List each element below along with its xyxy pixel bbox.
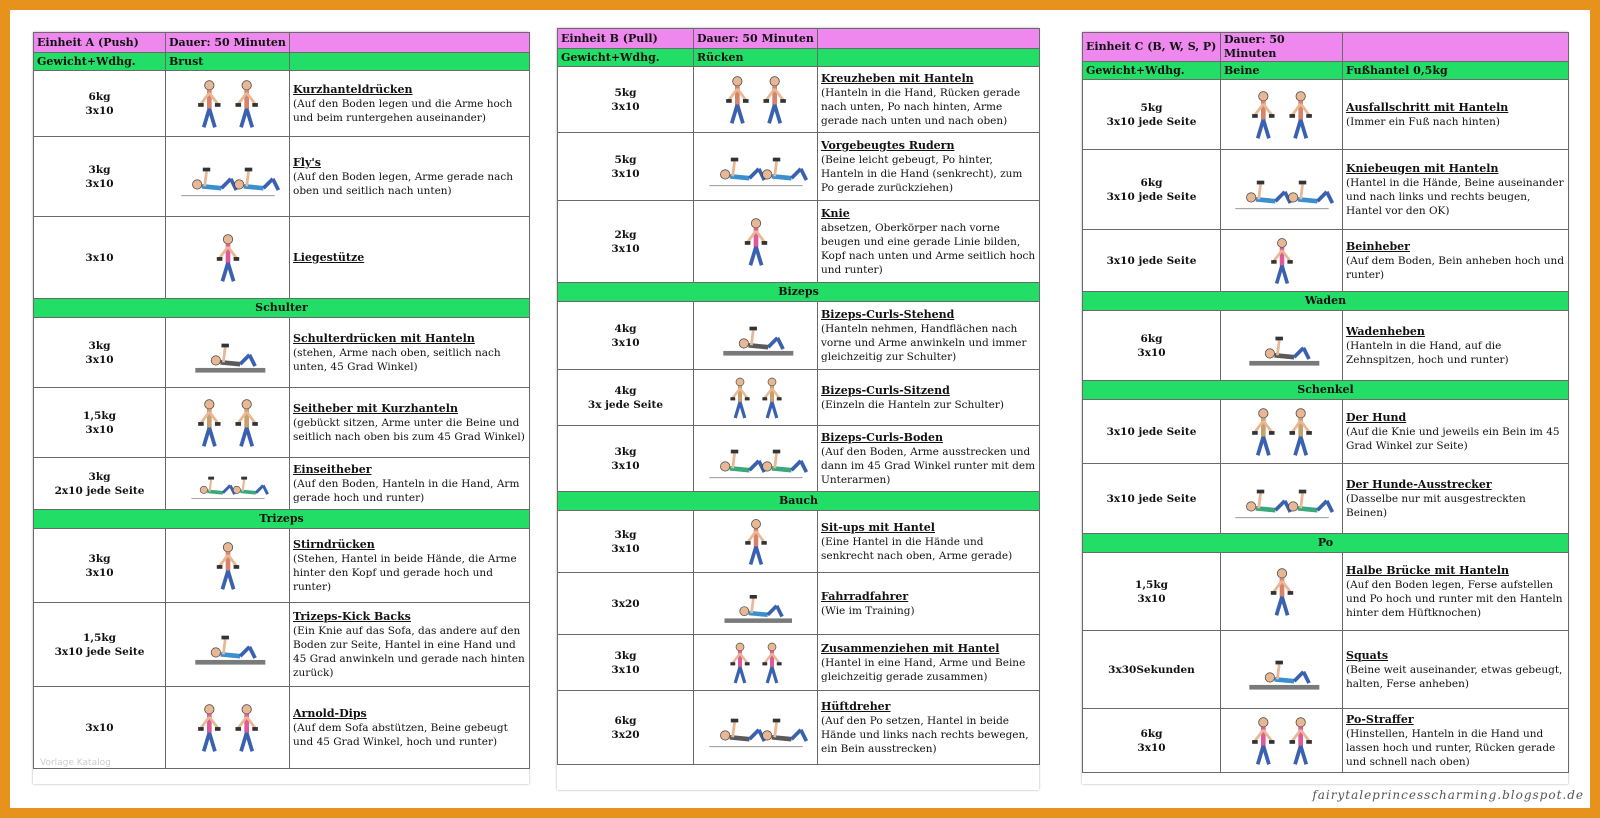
illustration-cell <box>694 201 818 283</box>
blog-credit: fairytaleprincesscharming.blogspot.de <box>1312 788 1584 802</box>
reps-cell: 3kg 3x10 <box>558 511 694 573</box>
illustration-cell <box>1221 230 1343 292</box>
reps-cell: 3x10 <box>34 217 166 299</box>
exercise-illustration-icon <box>700 306 812 366</box>
exercise-title: Fahrradfahrer <box>821 589 909 603</box>
exercise-description: (Eine Hantel in die Hände und senkrecht nach oben, Arme gerade) <box>821 535 1013 562</box>
exercise-description-cell <box>290 529 530 603</box>
exercise-description: (Hinstellen, Hanteln in die Hand und lassen hoch und runter, Rücken gerade und schnell nach oben) <box>1346 727 1556 768</box>
section-label: Bauch <box>558 492 1040 511</box>
illustration-cell <box>166 71 290 137</box>
exercise-row <box>34 137 530 217</box>
reps-cell: 3x10 jede Seite <box>1083 464 1221 534</box>
exercise-description-cell <box>818 573 1040 635</box>
exercise-title: Squats <box>1346 648 1389 662</box>
exercise-description: (Auf den Boden legen, Ferse aufstellen und Po hoch und runter mit den Hanteln hinter dem Hüftknochen) <box>1346 578 1563 619</box>
exercise-title: Beinheber <box>1346 239 1410 253</box>
exercise-title: Fly's <box>293 155 321 169</box>
exercise-description: (Beine weit auseinander, etwas gebeugt, halten, Ferse anheben) <box>1346 663 1563 690</box>
illustration-cell <box>1221 80 1343 150</box>
exercise-illustration-icon <box>700 695 812 761</box>
reps-cell: 5kg 3x10 <box>558 133 694 201</box>
reps-cell: 3kg 3x10 <box>34 137 166 217</box>
exercise-title: Vorgebeugtes Rudern <box>821 138 955 152</box>
reps-cell: 5kg 3x10 <box>558 67 694 133</box>
exercise-illustration-icon <box>1226 84 1338 146</box>
exercise-description: (Hantel in die Hände, Beine auseinander und nach links und rechts beugen, Hantel vor den OK) <box>1346 176 1564 217</box>
exercise-row <box>34 318 530 388</box>
exercise-description-cell <box>818 67 1040 133</box>
exercise-title: Seitheber mit Kurzhanteln <box>293 401 458 415</box>
exercise-row <box>1083 631 1569 709</box>
exercise-title: Einseitheber <box>293 462 372 476</box>
exercise-description-cell <box>1343 150 1569 230</box>
reps-cell: 1,5kg 3x10 <box>34 388 166 458</box>
exercise-description: (Dasselbe nur mit ausgestreckten Beinen) <box>1346 492 1526 519</box>
exercise-title: Liegestütze <box>293 250 365 264</box>
exercise-illustration-icon <box>172 142 284 212</box>
exercise-row <box>34 603 530 687</box>
exercise-illustration-icon <box>1226 468 1338 530</box>
exercise-description: (Einzeln die Hanteln zur Schulter) <box>821 398 1004 411</box>
exercise-illustration-icon <box>1226 635 1338 705</box>
exercise-description: (Hanteln nehmen, Handflächen nach vorne und Arme anwinkeln und immer gleichzeitig zur Schulter) <box>821 322 1027 363</box>
exercise-row <box>1083 709 1569 773</box>
illustration-cell <box>166 603 290 687</box>
exercise-title: Ausfallschritt mit Hanteln <box>1346 100 1509 114</box>
illustration-cell <box>694 511 818 573</box>
exercise-illustration-icon <box>172 693 284 763</box>
reps-cell: 6kg 3x10 <box>1083 709 1221 773</box>
reps-cell: 6kg 3x10 <box>34 71 166 137</box>
exercise-description-cell <box>818 370 1040 426</box>
exercise-title: Kurzhanteldrücken <box>293 82 413 96</box>
subheader-extra <box>290 53 530 71</box>
exercise-illustration-icon <box>1226 404 1338 460</box>
exercise-illustration-icon <box>172 462 284 506</box>
exercise-illustration-icon <box>172 610 284 680</box>
exercise-description: (gebückt sitzen, Arme unter die Beine und seitlich nach oben bis zum 45 Grad Winkel) <box>293 416 525 443</box>
exercise-row <box>34 458 530 510</box>
reps-cell: 3x10 jede Seite <box>1083 400 1221 464</box>
exercise-title: Bizeps-Curls-Boden <box>821 430 943 444</box>
illustration-cell <box>694 691 818 765</box>
section-header-row <box>558 492 1040 511</box>
exercise-description-cell <box>818 201 1040 283</box>
c-subheader-row <box>1083 62 1569 80</box>
section-header-row <box>34 299 530 318</box>
illustration-cell <box>1221 400 1343 464</box>
c-header-row <box>1083 33 1569 62</box>
exercise-row <box>34 217 530 299</box>
illustration-cell <box>1221 311 1343 381</box>
exercise-row <box>1083 400 1569 464</box>
exercise-description-cell <box>290 217 530 299</box>
exercise-title: Zusammenziehen mit Hantel <box>821 641 1000 655</box>
reps-cell: 2kg 3x10 <box>558 201 694 283</box>
exercise-illustration-icon <box>700 639 812 687</box>
header-extra <box>1343 33 1569 62</box>
exercise-title: Wadenheben <box>1346 324 1425 338</box>
exercise-title: Kreuzheben mit Hanteln <box>821 71 974 85</box>
exercise-illustration-icon <box>700 515 812 569</box>
exercise-description-cell <box>1343 400 1569 464</box>
section-label: Schulter <box>34 299 530 318</box>
exercise-row <box>558 370 1040 426</box>
exercise-illustration-icon <box>700 374 812 422</box>
muscle-group-label: Beine <box>1221 62 1343 80</box>
illustration-cell <box>694 67 818 133</box>
exercise-description-cell <box>1343 709 1569 773</box>
exercise-description: (Stehen, Hantel in beide Hände, die Arme hinter den Kopf und gerade hoch und runter) <box>293 552 517 593</box>
exercise-description-cell <box>290 71 530 137</box>
illustration-cell <box>1221 709 1343 773</box>
exercise-description: (Ein Knie auf das Sofa, das andere auf den Boden zur Seite, Hantel in eine Hand und 45 Grad anwinkeln und gerade nach hinten zurück) <box>293 624 525 679</box>
illustration-cell <box>166 217 290 299</box>
exercise-row <box>558 573 1040 635</box>
a-subheader-row <box>34 53 530 71</box>
section-label: Bizeps <box>558 283 1040 302</box>
exercise-row <box>1083 230 1569 292</box>
reps-cell: 3kg 2x10 jede Seite <box>34 458 166 510</box>
section-label: Waden <box>1083 292 1569 311</box>
muscle-group-label: Brust <box>166 53 290 71</box>
reps-cell: 3kg 3x10 <box>558 426 694 492</box>
exercise-description-cell <box>1343 553 1569 631</box>
exercise-title: Bizeps-Curls-Stehend <box>821 307 955 321</box>
exercise-row <box>34 687 530 769</box>
b-header-row <box>558 29 1040 49</box>
weight-reps-label: Gewicht+Wdhg. <box>558 49 694 67</box>
table-einheit-c <box>1082 32 1569 773</box>
reps-cell: 6kg 3x10 jede Seite <box>1083 150 1221 230</box>
exercise-illustration-icon <box>700 137 812 197</box>
exercise-description-cell <box>1343 230 1569 292</box>
exercise-description: (Auf den Boden, Arme ausstrecken und dann im 45 Grad Winkel runter mit dem Unterarmen) <box>821 445 1036 486</box>
exercise-title: Kniebeugen mit Hanteln <box>1346 161 1499 175</box>
exercise-description-cell <box>290 458 530 510</box>
duration-label: Dauer: 50 Minuten <box>694 29 818 49</box>
exercise-row <box>558 426 1040 492</box>
exercise-title: Po-Straffer <box>1346 712 1414 726</box>
illustration-cell <box>166 687 290 769</box>
exercise-illustration-icon <box>1226 155 1338 225</box>
exercise-description: (Auf dem Sofa abstützen, Beine gebeugt und 45 Grad Winkel, hoch und runter) <box>293 721 508 748</box>
exercise-description-cell <box>818 691 1040 765</box>
section-header-row <box>34 510 530 529</box>
illustration-cell <box>1221 150 1343 230</box>
a-header-row <box>34 33 530 53</box>
exercise-description-cell <box>1343 631 1569 709</box>
section-header-row <box>1083 292 1569 311</box>
section-label: Po <box>1083 534 1569 553</box>
reps-cell: 3kg 3x10 <box>34 318 166 388</box>
section-header-row <box>558 283 1040 302</box>
exercise-illustration-icon <box>700 577 812 631</box>
illustration-cell <box>1221 464 1343 534</box>
unit-label: Einheit B (Pull) <box>558 29 694 49</box>
reps-cell: 3kg 3x10 <box>558 635 694 691</box>
duration-label: Dauer: 50 Minuten <box>1221 33 1343 62</box>
exercise-illustration-icon <box>1226 557 1338 627</box>
reps-cell: 5kg 3x10 jede Seite <box>1083 80 1221 150</box>
exercise-description: (Auf den Boden legen und die Arme hoch und beim runtergehen auseinander) <box>293 97 513 124</box>
exercise-title: Halbe Brücke mit Hanteln <box>1346 563 1509 577</box>
reps-cell: 3x20 <box>558 573 694 635</box>
exercise-description-cell <box>1343 80 1569 150</box>
reps-cell: 4kg 3x jede Seite <box>558 370 694 426</box>
illustration-cell <box>1221 631 1343 709</box>
exercise-row <box>34 529 530 603</box>
exercise-illustration-icon <box>172 223 284 293</box>
exercise-illustration-icon <box>1226 315 1338 377</box>
exercise-row <box>34 388 530 458</box>
illustration-cell <box>694 133 818 201</box>
exercise-description-cell <box>290 687 530 769</box>
reps-cell: 3x10 jede Seite <box>1083 230 1221 292</box>
reps-cell: 1,5kg 3x10 <box>1083 553 1221 631</box>
illustration-cell <box>694 573 818 635</box>
exercise-description: (Hantel in eine Hand, Arme und Beine gleichzeitig gerade zusammen) <box>821 656 1026 683</box>
table-einheit-a <box>33 32 530 769</box>
illustration-cell <box>694 426 818 492</box>
exercise-description-cell <box>290 137 530 217</box>
illustration-cell <box>694 635 818 691</box>
exercise-illustration-icon <box>700 207 812 277</box>
exercise-description-cell <box>1343 464 1569 534</box>
illustration-cell <box>1221 553 1343 631</box>
section-label: Schenkel <box>1083 381 1569 400</box>
exercise-title: Schulterdrücken mit Hanteln <box>293 331 475 345</box>
illustration-cell <box>166 388 290 458</box>
exercise-description-cell <box>1343 311 1569 381</box>
header-extra <box>818 29 1040 49</box>
exercise-description-cell <box>818 302 1040 370</box>
b-subheader-row <box>558 49 1040 67</box>
exercise-title: Knie <box>821 206 850 220</box>
exercise-description-cell <box>818 133 1040 201</box>
exercise-row <box>558 133 1040 201</box>
reps-cell: 3x10 <box>34 687 166 769</box>
exercise-illustration-icon <box>172 322 284 384</box>
illustration-cell <box>166 458 290 510</box>
exercise-description: (Auf die Knie und jeweils ein Bein im 45 Grad Winkel zur Seite) <box>1346 425 1560 452</box>
exercise-row <box>1083 80 1569 150</box>
exercise-title: Sit-ups mit Hantel <box>821 520 935 534</box>
reps-cell: 1,5kg 3x10 jede Seite <box>34 603 166 687</box>
exercise-illustration-icon <box>700 430 812 488</box>
exercise-description-cell <box>290 318 530 388</box>
illustration-cell <box>694 302 818 370</box>
exercise-row <box>1083 311 1569 381</box>
exercise-illustration-icon <box>172 533 284 599</box>
exercise-description: (Wie im Training) <box>821 604 915 617</box>
subheader-extra <box>818 49 1040 67</box>
exercise-description: (Auf dem Boden, Bein anheben hoch und runter) <box>1346 254 1565 281</box>
section-header-row <box>1083 534 1569 553</box>
exercise-illustration-icon <box>700 71 812 129</box>
exercise-title: Bizeps-Curls-Sitzend <box>821 383 950 397</box>
page-einheit-a <box>33 32 529 784</box>
unit-label: Einheit C (B, W, S, P) <box>1083 33 1221 62</box>
exercise-description-cell <box>290 603 530 687</box>
exercise-title: Der Hunde-Ausstrecker <box>1346 477 1492 491</box>
exercise-title: Stirndrücken <box>293 537 375 551</box>
exercise-row <box>558 302 1040 370</box>
reps-cell: 6kg 3x10 <box>1083 311 1221 381</box>
exercise-description: (Auf den Po setzen, Hantel in beide Hände und links nach rechts bewegen, ein Bein ausstrecken) <box>821 714 1029 755</box>
subheader-extra: Fußhantel 0,5kg <box>1343 62 1569 80</box>
exercise-row <box>558 635 1040 691</box>
reps-cell: 4kg 3x10 <box>558 302 694 370</box>
exercise-illustration-icon <box>1226 713 1338 769</box>
header-extra <box>290 33 530 53</box>
exercise-description-cell <box>818 511 1040 573</box>
illustration-cell <box>694 370 818 426</box>
weight-reps-label: Gewicht+Wdhg. <box>34 53 166 71</box>
duration-label: Dauer: 50 Minuten <box>166 33 290 53</box>
exercise-row <box>558 511 1040 573</box>
exercise-description: (Beine leicht gebeugt, Po hinter, Hanteln in die Hand (senkrecht), zum Po gerade zurückziehen) <box>821 153 1023 194</box>
page-einheit-c <box>1082 32 1568 784</box>
section-label: Trizeps <box>34 510 530 529</box>
exercise-row <box>558 691 1040 765</box>
exercise-description: (Auf den Boden, Hanteln in die Hand, Arm gerade hoch und runter) <box>293 477 520 504</box>
illustration-cell <box>166 529 290 603</box>
exercise-description: (Hanteln in die Hand, auf die Zehnspitzen, hoch und runter) <box>1346 339 1509 366</box>
exercise-illustration-icon <box>172 75 284 133</box>
exercise-row <box>1083 464 1569 534</box>
exercise-description: absetzen, Oberkörper nach vorne beugen und eine gerade Linie bilden, Kopf nach unten und Arme seitlich hoch und runter) <box>821 221 1036 276</box>
exercise-row <box>558 67 1040 133</box>
unit-label: Einheit A (Push) <box>34 33 166 53</box>
illustration-cell <box>166 318 290 388</box>
page-einheit-b <box>557 28 1039 790</box>
exercise-title: Hüftdreher <box>821 699 891 713</box>
exercise-description: (Auf den Boden legen, Arme gerade nach oben und seitlich nach unten) <box>293 170 513 197</box>
exercise-title: Trizeps-Kick Backs <box>293 609 411 623</box>
exercise-illustration-icon <box>172 392 284 454</box>
muscle-group-label: Rücken <box>694 49 818 67</box>
exercise-title: Der Hund <box>1346 410 1407 424</box>
exercise-description: (Immer ein Fuß nach hinten) <box>1346 115 1500 128</box>
exercise-title: Arnold-Dips <box>293 706 367 720</box>
exercise-row <box>34 71 530 137</box>
exercise-illustration-icon <box>1226 234 1338 288</box>
table-einheit-b <box>557 28 1040 765</box>
exercise-description: (Hanteln in die Hand, Rücken gerade nach unten, Po nach hinten, Arme gerade nach unten und nach oben) <box>821 86 1021 127</box>
weight-reps-label: Gewicht+Wdhg. <box>1083 62 1221 80</box>
reps-cell: 3x30Sekunden <box>1083 631 1221 709</box>
exercise-row <box>1083 150 1569 230</box>
exercise-description: (stehen, Arme nach oben, seitlich nach unten, 45 Grad Winkel) <box>293 346 501 373</box>
exercise-description-cell <box>818 426 1040 492</box>
exercise-row <box>558 201 1040 283</box>
exercise-description-cell <box>818 635 1040 691</box>
illustration-cell <box>166 137 290 217</box>
exercise-row <box>1083 553 1569 631</box>
watermark-text: Vorlage Katalog <box>40 758 111 768</box>
exercise-description-cell <box>290 388 530 458</box>
section-header-row <box>1083 381 1569 400</box>
reps-cell: 6kg 3x20 <box>558 691 694 765</box>
reps-cell: 3kg 3x10 <box>34 529 166 603</box>
